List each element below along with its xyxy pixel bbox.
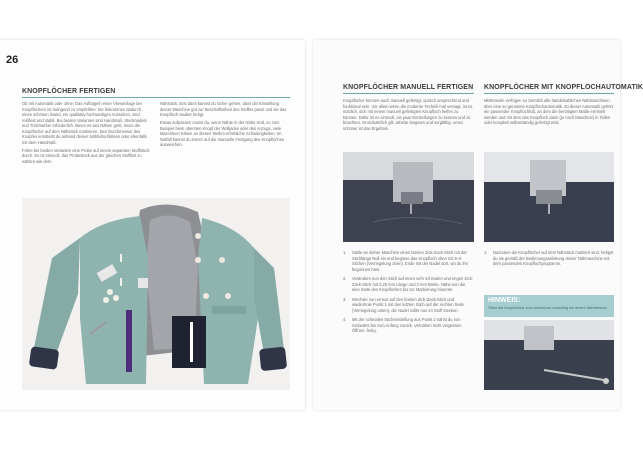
jacket-photo bbox=[22, 198, 290, 390]
paragraph: Knopflöcher können auch manuell gefertigt, optisch ansprechend und funktional sein. Vor allem wenn die moderne Technik mal versagt, ist es nützlich, sich mit einem manuell gefertigten Knopfloch helfen zu können. Dafür ist es sinnvoll, ein paar Einstellungen zu kennen und zu beachten. Grundsätzlich gilt, arbeite langsam und sorgfältig, umso schöner ist das Ergebnis. bbox=[343, 98, 473, 131]
list-item bbox=[343, 276, 474, 293]
step-text: Nachdem die Knopflöcher auf dem Nähstück markiert sind, fertigst du sie gemäß der Bedienungsanleitung deiner Nähmaschine mit dem passenden Knopflochprogramm. bbox=[493, 250, 614, 266]
heading-rule bbox=[343, 93, 474, 94]
heading-knopfloecher-fertigen: KNOPFLÖCHER FERTIGEN bbox=[22, 88, 116, 95]
paragraph: Ob mit Automatik oder ohne: Das Aufbügeln einer Vlieseinlage bei Knopflöchern ist zwingend zu empfehlen. Sie bekommen dadurch einen schönen Stand, ein qualitativ hochwertiges Aussehen, sind reißfest und stabil. Bei beiden Varianten sind Handmaß, Stecknadeln und Trickmarker erforderlich. Bevor es ans Nähen geht, muss die Knopflöcher auf dem Nähstück markieren. Den Durchmesser des Knopfes ermittelst du anhand deines Nähfußschlittens oder ebenfalls mit dem Handmaß. bbox=[22, 101, 147, 145]
heading-automatik: KNOPFLÖCHER MIT KNOPFLOCHAUTOMATIK bbox=[484, 84, 643, 91]
automatic-steps bbox=[484, 250, 614, 271]
left-column-1 bbox=[22, 101, 150, 167]
paragraph: Etwas aufpassen musst du, wenn Nähte in der Nähe sind, so zum Beispiel beim obersten Knopf der Wolljacke oder des Anzugs, viele Maschinen haben an diesen Stellen erhebliche Schwierigkeiten. Im Notfall kannst du immer auf die manuelle Fertigung des Knopfloches ausweichen. bbox=[160, 120, 285, 147]
step-text: Stelle an deiner Maschine einen breiten Zick-Zack-Stich mit der Stichlänge Null ein und beginne das Knopfloch oben mit 5–6 Stichen (Verriegelung oben). Ende mit der Nadel dort, wo du ihn begonnen hast. bbox=[352, 250, 469, 272]
paragraph: Mittlerweile verfügen so ziemlich alle handelsüblichen Nähmaschinen über eine so genannte Knopflochautomatik. Zu dieser Automatik gehört ein passender Knopflochfuß, an dem die benötigten Maße ermittelt werden und mit dem das Knopfloch dann (je nach Maschine) in Teilen oder komplett selbstständig gefertigt wird. bbox=[484, 98, 614, 125]
step-text: Mit der schmalen Sticheinstellung aus Punkt 2 nähst du nun rückwärts bis zum Anfang zurück. Vernähen nicht vergessen. Öffnen, fertig. bbox=[352, 317, 463, 333]
page-number: 26 bbox=[6, 54, 19, 66]
step-text: Verändere nun den Stich auf einen sehr schmalen und engen Zick-Zack-Stich mit 0,25 mm Länge und 2 mm Breite. Nähe nun die eine Seite des Knopfloches bis zur Markierung hinunter. bbox=[352, 276, 474, 292]
sewing-machine-illustration bbox=[343, 152, 474, 242]
list-item bbox=[484, 250, 614, 267]
list-item bbox=[343, 317, 474, 334]
step-number: 1. bbox=[484, 250, 488, 255]
automatic-sewing-photo bbox=[484, 152, 614, 242]
manual-steps bbox=[343, 250, 474, 338]
list-item bbox=[343, 250, 474, 272]
step-number: 3. bbox=[343, 296, 347, 302]
step-text: Wechsle nun erneut auf den breiten Zick-Zack-Stich und wiederhole Punkt 1 mit den letzten Stich auf der rechten Seite (Verriegelung unten), die Nadel sollte nun im Stoff stecken. bbox=[352, 296, 464, 313]
seam-ripper-illustration bbox=[484, 320, 614, 390]
manual-sewing-photo bbox=[343, 152, 474, 242]
hint-box bbox=[484, 295, 614, 317]
paragraph: Führe bei beiden Varianten eine Probe auf einem separaten Stoffstück durch. Es ist sinnvoll, das Probestück aus der gleichen Stofflart zu wählen wie dem bbox=[22, 147, 150, 164]
hint-title: HINWEIS: bbox=[488, 297, 521, 304]
heading-rule bbox=[484, 93, 614, 94]
automatic-intro bbox=[484, 98, 614, 128]
heading-rule bbox=[22, 97, 290, 98]
jacket-illustration bbox=[22, 198, 290, 390]
sewing-machine-illustration bbox=[484, 152, 614, 242]
step-number: 1. bbox=[343, 250, 347, 255]
step-number: 2. bbox=[343, 276, 347, 281]
seam-ripper-photo bbox=[484, 320, 614, 390]
paragraph: Nähstück. Erst dann kannst du sicher gehen, dass die Einstellung deiner Maschine gut zur Beschaffenheit des Stoffes passt und sie das Knopfloch sauber fertigt. bbox=[160, 101, 287, 117]
list-item bbox=[343, 297, 474, 314]
left-column-2 bbox=[160, 101, 290, 150]
hint-text: Öffne die Knopflöcher zum Abschluss vorsichtig mit einem Nahttrenner. bbox=[488, 306, 608, 310]
step-number: 4. bbox=[343, 317, 347, 322]
manual-intro bbox=[343, 98, 474, 134]
heading-manuell: KNOPFLÖCHER MANUELL FERTIGEN bbox=[343, 84, 474, 91]
